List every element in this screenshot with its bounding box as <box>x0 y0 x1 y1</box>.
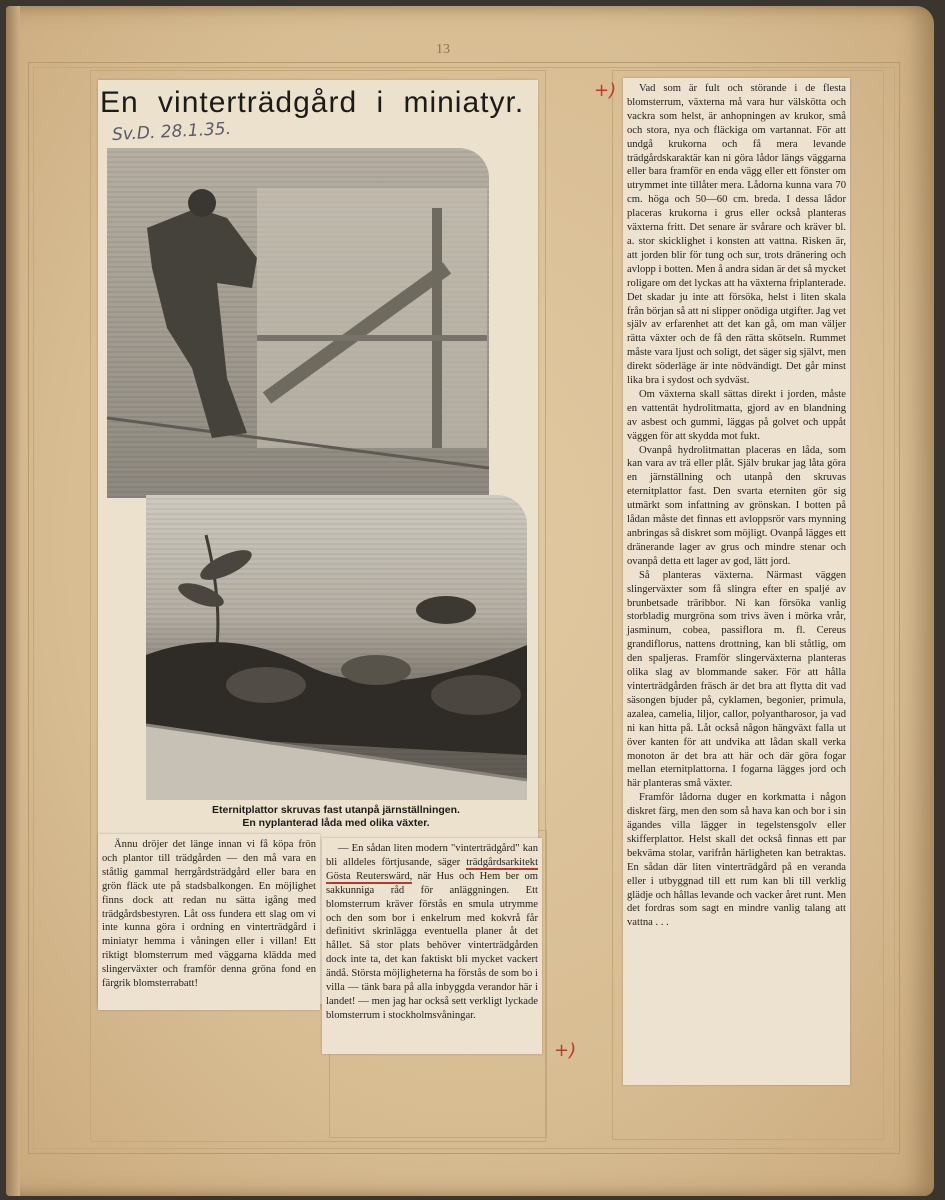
paragraph: Vad som är fult och störande i de flesta blomsterrum, växterna må vara hur välskötta och vackra som helst, är anhopningen av krukor, små och stora, nya och fläckiga om vartannat. För att undgå krukorna och få mera levande trädgårdskaraktär kan ni göra lådor längs väggarna eller bara framför en enda vägg eller ett fönster om utrymmet inte tillåter mera. Lådorna kunna vara 70 cm. höga och 50—60 cm. breda. I dessa lådor placeras krukorna i grus eller också planteras växterna fritt. Det senare är svårare och kräver bl. a. stor skicklighet i konsten att vattna. Risken är, att jorden blir för tung och sur, trots dränering och avlopp i botten. Men å andra sidan är det så mycket roligare om det lyckas att ha växterna friplanterade. Det skadar ju inte att försöka, helst i liten skala från början så att ni slipper onödiga utgifter. Jag vet själv av erfarenhet att det kan gå, om man väljer rätta växter och de få den rätta skötseln. Rummet måste vara ljust och soligt, det säger sig självt, men direkt söderläge är inte nödvändigt. Det går minst lika bra i sydost och sydväst. <box>627 83 846 387</box>
article-column-left <box>102 838 316 991</box>
red-pencil-mark-top: +) <box>594 80 617 101</box>
article-column-right <box>627 82 846 930</box>
paragraph-rest: när Hus och Hem ber om sakkunniga råd för anläggningen. Ett blomsterrum kräver förstås en smula utrymme och den som bor i enkelrum med kokvrå får definitivt skrinlägga eventuella planer åt det hållet. Så stor plats behöver vinterträdgården dock inte ta, det kan faktiskt bli mycket vackert ändå. Största möjligheterna ha förstås de som bo i villa — tänk bara på alla inbyggda verandor här i landet! — men jag har också sett verkligt lyckade blomsterrum i stockholmsvåningar. <box>326 870 538 1021</box>
underlined-name: trädgårdsarkitekt Gösta Reuterswärd, <box>326 856 539 882</box>
photo-man-building-box-drawing <box>107 148 489 498</box>
article-headline: En vinterträdgård i miniatyr. <box>100 86 525 119</box>
paragraph: Ovanpå hydrolitmattan placeras en låda, som kan vara av trä eller plåt. Själv brukar jag låta göra en järnställning och utanpå den skruvas eternitplattor fast. Den svarta eterniten gör sig utmärkt som infattning av grönskan. I botten på lådan måste det finnas ett avloppsrör vars mynning anbringas så diskret som möjligt. Ovanpå lägges ett dränerande lager av grus och mindre stenar och ovanpå detta ett lager av god, lätt jord. <box>627 444 846 567</box>
paragraph: Framför lådorna duger en korkmatta i någon diskret färg, men den som så hava kan och bor i sin ägandes villa lägger in tegelstensgolv eller skifferplattor. Helst skall det också finnas ett par bekväma stolar, varifrån härligheten kan betraktas. En sådan där liten vinterträdgård på en veranda eller i utbyggnad till ett rum kan bli till verklig glädje och hållas levande och vacker året runt. Men det fordras som sagt en mindre vanlig talang att vattna . . . <box>627 792 846 929</box>
paragraph <box>326 842 538 1023</box>
photo-caption <box>146 804 526 830</box>
paragraph: Om växterna skall sättas direkt i jorden, måste en vattentät hydrolitmatta, gjord av en blandning av asbest och gummi, läggas på golvet och uppåt väggen för att skydda mot fukt. <box>627 388 846 442</box>
photo-man-building-box <box>107 148 489 498</box>
article-column-middle <box>326 842 538 1023</box>
page-spine <box>6 6 20 1196</box>
red-pencil-mark-bottom: +) <box>554 1040 577 1061</box>
paragraph-intro: — En sådan liten modern "vinterträdgård" kan bli alldeles förtjusande, säger <box>326 843 538 868</box>
photo-caption-line1: Eternitplattor skruvas fast utanpå järnställningen. <box>212 804 460 816</box>
photo-planted-box <box>146 495 527 800</box>
paragraph: Ännu dröjer det länge innan vi få köpa frön och plantor till trädgården — den må vara en ståtlig gammal herrgårdsträdgård eller bara en grön fläck ute på stadsbalkongen. En möjlighet finns dock att redan nu sätta igång med trädgårdsbestyren. Låt oss fundera ett slag om vi inte kunna göra i ordning en vinterträdgård i miniatyr hemma i våningen eller i villan! Ett riktigt blomsterrum med väggarna klädda med slingerväxter och framför denna gröna fond en färgrik blomsterrabatt! <box>102 839 316 990</box>
photo-planted-box-drawing <box>146 495 527 800</box>
handwritten-date: Sv.D. 28.1.35. <box>111 118 232 146</box>
page-number: 13 <box>436 42 450 57</box>
paragraph: Så planteras växterna. Närmast väggen slingerväxter som få slingra efter en spaljé av brunbetsade träribbor. Ni kan försöka vanlig storbladig murgröna som trivs även i mörka vrår, jasminum, cobea, passiflora m. fl. Cereus grandiflorus, nattens drottning, kan bli ståtlig, om den spaljeras. Framför slingerväxterna planteras olika slag av blommande saker. För att hålla vinterträdgården fräsch är det bra att flytta dit vad säsongen bjuder på, cyklamen, begonier, primula, azalea, camelia, liljor, callor, polyantharosor, ja vad ni kan hitta på. Låt också någon hängväxt falla ut över kanten för att undvika att lådan skall verka monoton är det bra att här och där göra fogar mellan eternitplattorna. I fogarna lägges jord och här planteras små växter. <box>627 569 846 790</box>
photo-caption-line2: En nyplanterad låda med olika växter. <box>242 817 430 829</box>
